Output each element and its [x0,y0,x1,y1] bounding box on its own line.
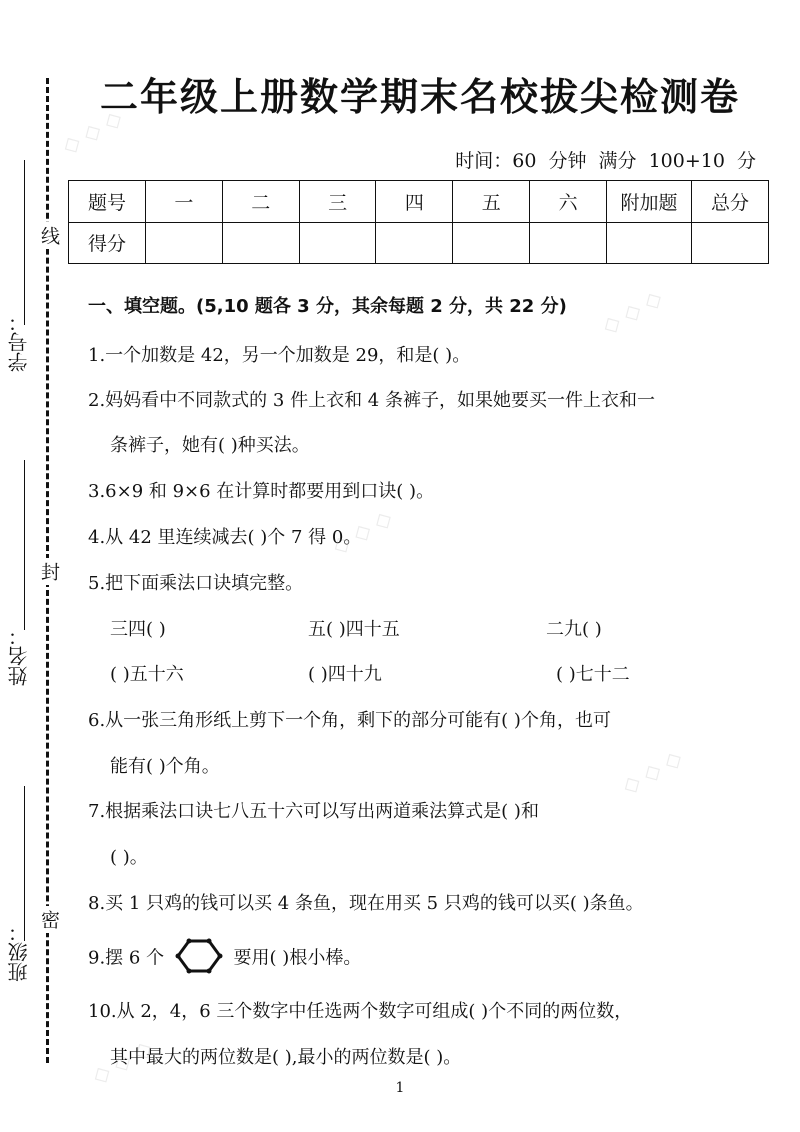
question-6-cont: 能有( )个角。 [110,756,220,777]
score-input-cell[interactable] [376,222,453,264]
name-underline [24,460,25,630]
score-table-cell: 六 [530,181,607,223]
question-10: 10.从 2，4，6 三个数字中任选两个数字可组成( )个不同的两位数， [88,1001,633,1022]
question-9-text-end: 要用( )根小棒。 [233,947,362,969]
question-9 [88,937,361,980]
watermark-icon: ◇ ◇ ◇ [58,105,127,160]
score-input-cell[interactable] [222,222,299,264]
question-2-cont: 条裤子，她有( )种买法。 [110,435,310,456]
watermark-icon: ◇ ◇ ◇ [328,505,397,560]
chant-blank: ( )五十六 [110,664,184,685]
cut-word-seal: 封 [36,558,63,585]
page-title: 二年级上册数学期末名校拔尖检测卷 [99,75,740,119]
question-4: 4.从 42 里连续减去( )个 7 得 0。 [88,527,362,548]
score-input-cell[interactable] [530,222,607,264]
score-input-cell[interactable] [453,222,530,264]
cut-word-secret: 密 [36,906,63,933]
score-table-cell: 四 [376,181,453,223]
cut-word-line: 线 [36,222,63,249]
score-table-score-row [69,222,769,264]
score-table-cell: 二 [222,181,299,223]
class-underline [24,786,25,941]
score-table-cell: 题号 [69,181,146,223]
score-input-cell[interactable] [607,222,692,264]
watermark-icon: ◇ ◇ ◇ [618,745,687,800]
score-table-cell: 一 [146,181,223,223]
question-8: 8.买 1 只鸡的钱可以买 4 条鱼，现在用买 5 只鸡的钱可以买( )条鱼。 [88,893,644,914]
watermark-icon: ◇ ◇ ◇ [88,1035,157,1090]
score-table-cell: 三 [299,181,376,223]
exam-time-score: 时间：60 分钟 满分 100+10 分 [455,150,756,172]
page-number: 1 [395,1080,405,1096]
question-5: 5.把下面乘法口诀填完整。 [88,573,304,594]
watermark-icon: ◇ ◇ ◇ [598,285,667,340]
question-2: 2.妈妈看中不同款式的 3 件上衣和 4 条裤子，如果她要买一件上衣和一 [88,390,655,411]
question-3: 3.6×9 和 9×6 在计算时都要用到口诀( )。 [88,481,435,502]
chant-blank: ( )四十九 [308,664,382,685]
score-table-cell: 得分 [69,222,146,264]
name-label: 姓名： [7,626,31,686]
question-6: 6.从一张三角形纸上剪下一个角，剩下的部分可能有( )个角，也可 [88,710,611,731]
question-9-text-start: 9.摆 6 个 [88,947,165,969]
chant-blank: 三四( ) [110,619,166,640]
score-input-cell[interactable] [299,222,376,264]
question-7-cont: ( )。 [110,847,148,868]
student-id-label: 学号： [7,312,31,372]
student-id-underline [24,160,25,325]
chant-blank: 五( )四十五 [308,619,400,640]
question-7: 7.根据乘法口诀七八五十六可以写出两道乘法算式是( )和 [88,801,539,822]
section-heading: 一、填空题。(5,10 题各 3 分，其余每题 2 分，共 22 分) [88,296,567,317]
score-input-cell[interactable] [146,222,223,264]
question-1: 1.一个加数是 42，另一个加数是 29，和是( )。 [88,345,471,366]
score-table [68,180,769,264]
score-table-header-row [69,181,769,223]
score-table-cell: 附加题 [607,181,692,223]
score-table-cell: 总分 [692,181,769,223]
chant-blank: 二九( ) [546,619,602,640]
chant-blank: ( )七十二 [556,664,630,685]
stick-diamond-icon [174,937,224,980]
class-label: 班级： [7,922,31,982]
question-10-cont: 其中最大的两位数是( ),最小的两位数是( )。 [110,1047,462,1068]
score-table-cell: 五 [453,181,530,223]
score-input-cell[interactable] [692,222,769,264]
